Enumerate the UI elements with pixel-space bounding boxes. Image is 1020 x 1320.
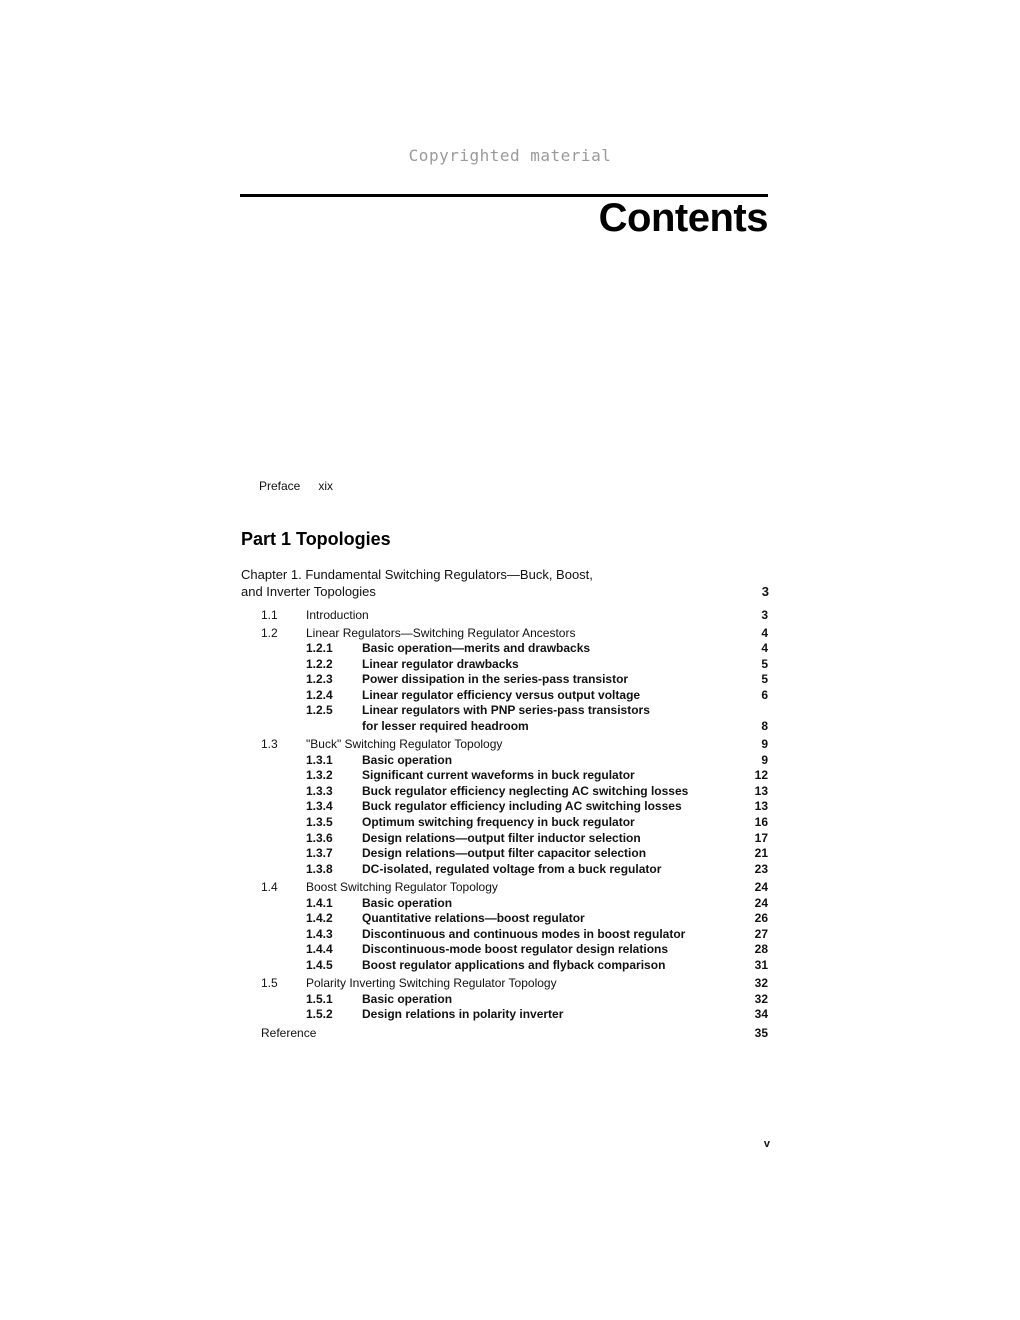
- toc-entry-title: Basic operation: [362, 896, 453, 910]
- toc-entry-number: 1.4.3: [306, 927, 333, 941]
- toc-entry-number: 1.4.2: [306, 911, 333, 925]
- toc-entry-number: 1.2.4: [306, 688, 333, 702]
- toc-entry-title: Linear regulator drawbacks: [362, 657, 519, 671]
- toc-entry-number: 1.2.1: [306, 641, 333, 655]
- toc-entry-title: Buck regulator efficiency including AC switching losses: [362, 799, 682, 813]
- toc-entry-title: Design relations in polarity inverter: [362, 1007, 564, 1021]
- chapter-title-line2: and Inverter Topologies: [241, 584, 376, 599]
- toc-entry-title: Linear Regulators—Switching Regulator Ancestors: [306, 626, 576, 640]
- toc-entry-title: Design relations—output filter capacitor selection: [362, 846, 647, 860]
- toc-entry-title: Basic operation: [362, 753, 453, 767]
- toc-entry-title: Linear regulators with PNP series-pass transistors: [362, 703, 650, 717]
- toc-entry-title: Boost Switching Regulator Topology: [306, 880, 498, 894]
- toc-entry-title: "Buck" Switching Regulator Topology: [306, 737, 503, 751]
- toc-entry-number: 1.3.8: [306, 862, 333, 876]
- toc-entry-page: 6: [761, 688, 768, 702]
- toc-entry-title: Significant current waveforms in buck regulator: [362, 768, 635, 782]
- toc-entry-number: 1.4.5: [306, 958, 333, 972]
- toc-entry-page: 8: [761, 719, 768, 733]
- toc-entry-title: Design relations—output filter inductor selection: [362, 831, 641, 845]
- toc-entry-title: Basic operation—merits and drawbacks: [362, 641, 591, 655]
- toc-entry-page: 24: [754, 880, 768, 894]
- chapter-title-line1: Chapter 1. Fundamental Switching Regulators—Buck, Boost,: [241, 567, 593, 582]
- toc-entry-number: 1.4.1: [306, 896, 333, 910]
- toc-entry-title: Discontinuous and continuous modes in boost regulator: [362, 927, 686, 941]
- toc-entry-number: 1.2.5: [306, 703, 333, 717]
- toc-entry-title: for lesser required headroom: [362, 719, 529, 733]
- toc-entry-page: 35: [754, 1026, 768, 1040]
- copyright-watermark: Copyrighted material: [408, 146, 612, 165]
- toc-entry-page: 4: [761, 641, 768, 655]
- toc-entry-page: 32: [754, 992, 768, 1006]
- toc-entry-number: 1.5.2: [306, 1007, 333, 1021]
- preface-page: xix: [318, 479, 334, 493]
- toc-entry-number: 1.3.5: [306, 815, 333, 829]
- toc-entry-page: 31: [754, 958, 768, 972]
- toc-entry-page: 21: [754, 846, 768, 860]
- toc-entry-number: 1.2: [261, 626, 278, 640]
- toc-entry-number: 1.3.3: [306, 784, 333, 798]
- toc-entry-title: Boost regulator applications and flyback comparison: [362, 958, 666, 972]
- toc-entry-page: 12: [754, 768, 768, 782]
- toc-entry-title: Introduction: [306, 608, 369, 622]
- toc-entry-number: 1.2.3: [306, 672, 333, 686]
- toc-entry-page: 34: [754, 1007, 768, 1021]
- toc-entry-number: 1.5.1: [306, 992, 333, 1006]
- toc-entry-number: 1.3.4: [306, 799, 333, 813]
- toc-entry-number: 1.3.7: [306, 846, 333, 860]
- toc-entry-title: Optimum switching frequency in buck regulator: [362, 815, 635, 829]
- preface-label: Preface: [259, 479, 301, 493]
- toc-entry-page: 16: [754, 815, 768, 829]
- toc-entry-page: 5: [761, 657, 768, 671]
- toc-entry-page: 13: [754, 784, 768, 798]
- toc-entry-title: Polarity Inverting Switching Regulator Topology: [306, 976, 557, 990]
- page-folio: v: [763, 1138, 770, 1150]
- toc-entry-page: 23: [754, 862, 768, 876]
- toc-entry-number: 1.1: [261, 608, 278, 622]
- chapter-heading: [241, 566, 769, 600]
- toc-entry-title: Discontinuous-mode boost regulator design relations: [362, 942, 669, 956]
- part-heading: Part 1 Topologies: [241, 529, 391, 549]
- toc-entry-page: 32: [754, 976, 768, 990]
- toc-entry-number: 1.5: [261, 976, 278, 990]
- toc-entry-title: Reference: [261, 1026, 317, 1040]
- toc-entry-page: 26: [754, 911, 768, 925]
- toc-entry-title: Basic operation: [362, 992, 453, 1006]
- preface-entry: [259, 479, 333, 493]
- toc-entry-number: 1.2.2: [306, 657, 333, 671]
- toc-entry-number: 1.3.2: [306, 768, 333, 782]
- toc-entry-number: 1.3.6: [306, 831, 333, 845]
- toc-entry-title: Quantitative relations—boost regulator: [362, 911, 585, 925]
- toc-entry-number: 1.3.1: [306, 753, 333, 767]
- toc-entry-page: 27: [754, 927, 768, 941]
- toc-entry-page: 24: [754, 896, 768, 910]
- toc-entry-title: Buck regulator efficiency neglecting AC switching losses: [362, 784, 689, 798]
- chapter-page: 3: [761, 584, 769, 599]
- toc-entry-page: 9: [761, 737, 768, 751]
- toc-entry-title: Power dissipation in the series-pass transistor: [362, 672, 629, 686]
- toc-entry-number: 1.3: [261, 737, 278, 751]
- toc-entry-page: 5: [761, 672, 768, 686]
- toc-entry-number: 1.4: [261, 880, 278, 894]
- toc-entry-page: 3: [761, 608, 768, 622]
- toc-entry-title: DC-isolated, regulated voltage from a buck regulator: [362, 862, 662, 876]
- page-title: Contents: [598, 196, 768, 240]
- toc-entry-page: 13: [754, 799, 768, 813]
- toc-entry-number: 1.4.4: [306, 942, 333, 956]
- toc-entry-page: 4: [761, 626, 768, 640]
- toc-entry-page: 28: [754, 942, 768, 956]
- toc-entry-page: 9: [761, 753, 768, 767]
- toc-entry-page: 17: [754, 831, 768, 845]
- toc-entry-title: Linear regulator efficiency versus output voltage: [362, 688, 641, 702]
